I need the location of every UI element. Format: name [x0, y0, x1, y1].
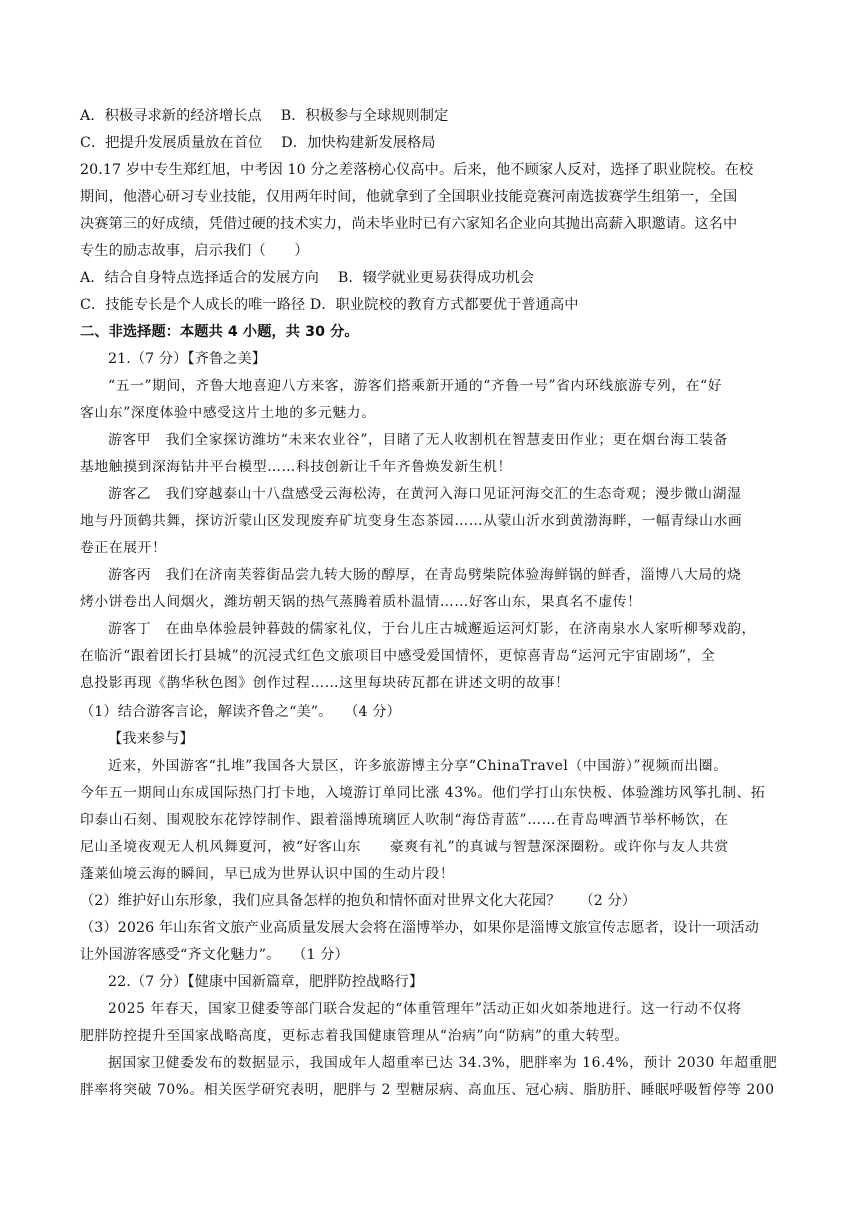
passage-line: 印泰山石刻、围观胶东花饽饽制作、跟着淄博琉璃匠人吹制“海岱青蓝”……在青岛啤酒节举杯畅饮，在: [80, 812, 729, 828]
option-line: A．结合自身特点选择适合的发展方向 B．辍学就业更易获得成功机会: [80, 270, 535, 286]
passage-line: 烤小饼卷出人间烟火，潍坊朝天锅的热气蒸腾着质朴温情……好客山东，果真名不虚传！: [80, 594, 642, 610]
passage-line: 游客乙 我们穿越泰山十八盘感受云海松涛，在黄河入海口见证河海交汇的生态奇观；漫步微山湖湿: [108, 486, 742, 502]
option-line: C．技能专长是个人成长的唯一路径 D．职业院校的教育方式都要优于普通高中: [80, 297, 579, 313]
passage-line: 胖率将突破 70%。相关医学研究表明，肥胖与 2 型糖尿病、高血压、冠心病、脂肪肝、睡眠呼吸暂停等 200: [80, 1082, 775, 1098]
sub-question-2: （2）维护好山东形象，我们应具备怎样的抱负和情怀面对世界文化大花园？ （2 分）: [80, 893, 637, 909]
option-line: C．把提升发展质量放在首位 D．加快构建新发展格局: [80, 135, 436, 151]
passage-line: 今年五一期间山东成国际热门打卡地，入境游订单同比涨 43%。他们学打山东快板、体验潍坊风筝扎制、拓: [80, 785, 766, 801]
option-line: A．积极寻求新的经济增长点 B．积极参与全球规则制定: [80, 108, 449, 124]
passage-line: 在临沂“跟着团长打县城”的沉浸式红色文旅项目中感受爱国情怀，更惊喜青岛“运河元宇宙剧场”，全: [80, 648, 716, 664]
question-20-stem: 决赛第三的好成绩，凭借过硬的技术实力，尚未毕业时已有六家知名企业向其抛出高薪入职邀请。这名中: [80, 216, 738, 232]
passage-line: 基地触摸到深海钻井平台模型……科技创新让千年齐鲁焕发新生机！: [80, 459, 512, 475]
section-tag: 【我来参与】: [108, 731, 194, 747]
sub-question-1: （1）结合游客言论，解读齐鲁之“美”。 （4 分）: [80, 704, 401, 720]
passage-line: 游客丁 在曲阜体验晨钟暮鼓的儒家礼仪，于台儿庄古城邂逅运河灯影，在济南泉水人家听柳琴戏韵，: [108, 621, 756, 637]
passage-line: 尼山圣境夜观无人机风舞夏河，被“好客山东 豪爽有礼”的真诚与智慧深深圈粉。或许你与友人共赏: [80, 839, 729, 855]
question-21-title: 21.（7 分）【齐鲁之美】: [108, 351, 267, 367]
passage-line: 近来，外国游客“扎堆”我国各大景区，许多旅游博主分享“ChinaTravel（中国游）”视频而出圈。: [108, 758, 728, 774]
question-22-title: 22.（7 分）【健康中国新篇章，肥胖防控战略行】: [108, 974, 424, 990]
passage-line: “五一”期间，齐鲁大地喜迎八方来客，游客们搭乘新开通的“齐鲁一号”省内环线旅游专列，在“好: [108, 378, 723, 394]
passage-line: 肥胖防控提升至国家战略高度，更标志着我国健康管理从“治病”向“防病”的重大转型。: [80, 1028, 629, 1044]
passage-line: 游客甲 我们全家探访潍坊“未来农业谷”，目睹了无人收割机在智慧麦田作业；更在烟台海工装备: [108, 432, 728, 448]
passage-line: 据国家卫健委发布的数据显示，我国成年人超重率已达 34.3%，肥胖率为 16.4%，预计 2030 年超重肥: [108, 1055, 778, 1071]
question-20-stem: 期间，他潜心研习专业技能，仅用两年时间，他就拿到了全国职业技能竞赛河南选拔赛学生组第一，全国: [80, 189, 738, 205]
passage-line: 蓬莱仙境云海的瞬间，早已成为世界认识中国的生动片段！: [80, 866, 455, 882]
question-20-stem: 专生的励志故事，启示我们（ ）: [80, 243, 309, 259]
section-heading: 二、非选择题：本题共 4 小题，共 30 分。: [80, 324, 359, 340]
passage-line: 息投影再现《鹊华秋色图》创作过程……这里每块砖瓦都在讲述文明的故事！: [80, 675, 570, 691]
sub-question-3: 让外国游客感受“齐文化魅力”。 （1 分）: [80, 947, 349, 963]
passage-line: 客山东”深度体验中感受这片土地的多元魅力。: [80, 405, 376, 421]
passage-line: 地与丹顶鹤共舞，探访沂蒙山区发现废弃矿坑变身生态茶园……从蒙山沂水到黄渤海畔，一幅青绿山水画: [80, 513, 743, 529]
passage-line: 2025 年春天，国家卫健委等部门联合发起的“体重管理年”活动正如火如荼地进行。这一行动不仅将: [108, 1001, 742, 1017]
passage-line: 游客丙 我们在济南芙蓉街品尝九转大肠的醇厚，在青岛劈柴院体验海鲜锅的鲜香，淄博八大局的烧: [108, 567, 742, 583]
sub-question-3: （3）2026 年山东省文旅产业高质量发展大会将在淄博举办，如果你是淄博文旅宣传志愿者，设计一项活动: [80, 920, 759, 936]
question-20-stem: 20.17 岁中专生郑红旭，中考因 10 分之差落榜心仪高中。后来，他不顾家人反对，选择了职业院校。在校: [80, 162, 754, 178]
passage-line: 卷正在展开！: [80, 540, 167, 556]
